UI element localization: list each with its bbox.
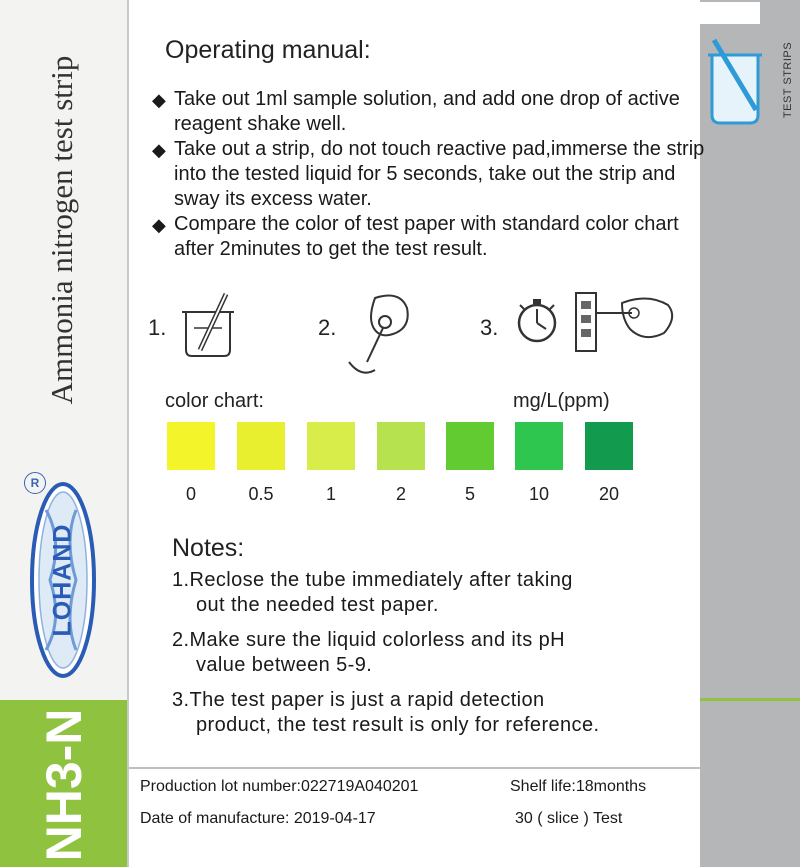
concentration-value: 0.5 — [248, 484, 274, 504]
color-swatch — [585, 422, 633, 470]
illustration-number: 2. — [318, 315, 337, 340]
diamond-bullet-icon: ◆ — [152, 140, 166, 160]
note-text-continued: out the needed test paper. — [196, 594, 439, 616]
test-count: 30 ( slice ) Test — [515, 810, 623, 827]
left-divider — [127, 0, 129, 867]
color-swatch — [377, 422, 425, 470]
notes-title: Notes: — [172, 534, 245, 562]
brand-name: LOHAND — [48, 523, 77, 637]
concentration-value: 0 — [185, 484, 196, 504]
manufacture-date: Date of manufacture: 2019-04-17 — [140, 810, 376, 827]
diamond-bullet-icon: ◆ — [152, 215, 166, 235]
test-strips-label: TEST STRIPS — [782, 41, 794, 119]
color-swatch — [237, 422, 285, 470]
manual-step — [152, 137, 712, 212]
shelf-life: Shelf life:18months — [510, 778, 647, 795]
concentration-value: 5 — [464, 484, 475, 504]
note-number: 3. — [172, 689, 190, 711]
manual-step-text: Compare the color of test paper with standard color chart after 2minutes to get the test result. — [174, 213, 679, 260]
note-text: Make sure the liquid colorless and its pH — [189, 629, 565, 651]
manual-title: Operating manual: — [165, 36, 371, 64]
concentration-value: 1 — [325, 484, 336, 504]
note-text-continued: product, the test result is only for reference. — [196, 714, 600, 736]
unit-label: mg/L(ppm) — [513, 390, 610, 412]
manual-step — [152, 212, 712, 262]
hand-strip-icon — [345, 290, 425, 380]
concentration-value: 20 — [598, 484, 620, 504]
note-text: Reclose the tube immediately after taking — [189, 569, 573, 591]
right-strip — [700, 0, 800, 867]
concentration-value: 2 — [395, 484, 406, 504]
product-title-text: Ammonia nitrogen test strip — [44, 55, 79, 405]
color-swatch — [515, 422, 563, 470]
beaker-strip-icon — [704, 35, 764, 130]
manual-step-text: Take out 1ml sample solution, and add one drop of active reagent shake well. — [174, 88, 680, 135]
test-tube-compare-icon — [572, 287, 682, 357]
note-number: 1. — [172, 569, 190, 591]
manual-step — [152, 87, 712, 137]
production-lot: Production lot number:022719A040201 — [140, 778, 419, 795]
illustration-number: 1. — [148, 315, 167, 340]
right-strip-top-panel — [700, 2, 760, 24]
footer-divider — [129, 767, 700, 769]
note-item — [172, 688, 692, 738]
note-item — [172, 568, 692, 618]
note-text-continued: value between 5-9. — [196, 654, 373, 676]
color-chart-label: color chart: — [165, 390, 264, 412]
note-number: 2. — [172, 629, 190, 651]
product-title-vertical — [38, 20, 86, 440]
note-item — [172, 628, 692, 678]
manual-step-text: Take out a strip, do not touch reactive pad,immerse the strip into the tested liquid for 5 seconds, take out the strip and sway its excess water. — [174, 138, 705, 210]
beaker-icon — [178, 290, 240, 360]
procedure-illustrations — [140, 285, 700, 385]
color-swatch — [167, 422, 215, 470]
illustration-number: 3. — [480, 315, 499, 340]
registered-mark: R — [24, 472, 46, 494]
formula-label: NH3-N — [36, 708, 92, 862]
diamond-bullet-icon: ◆ — [152, 90, 166, 110]
note-text: The test paper is just a rapid detection — [189, 689, 545, 711]
color-swatch — [307, 422, 355, 470]
color-swatch — [446, 422, 494, 470]
stopwatch-icon — [512, 295, 562, 345]
concentration-value: 10 — [528, 484, 550, 504]
right-green-accent — [700, 698, 800, 701]
